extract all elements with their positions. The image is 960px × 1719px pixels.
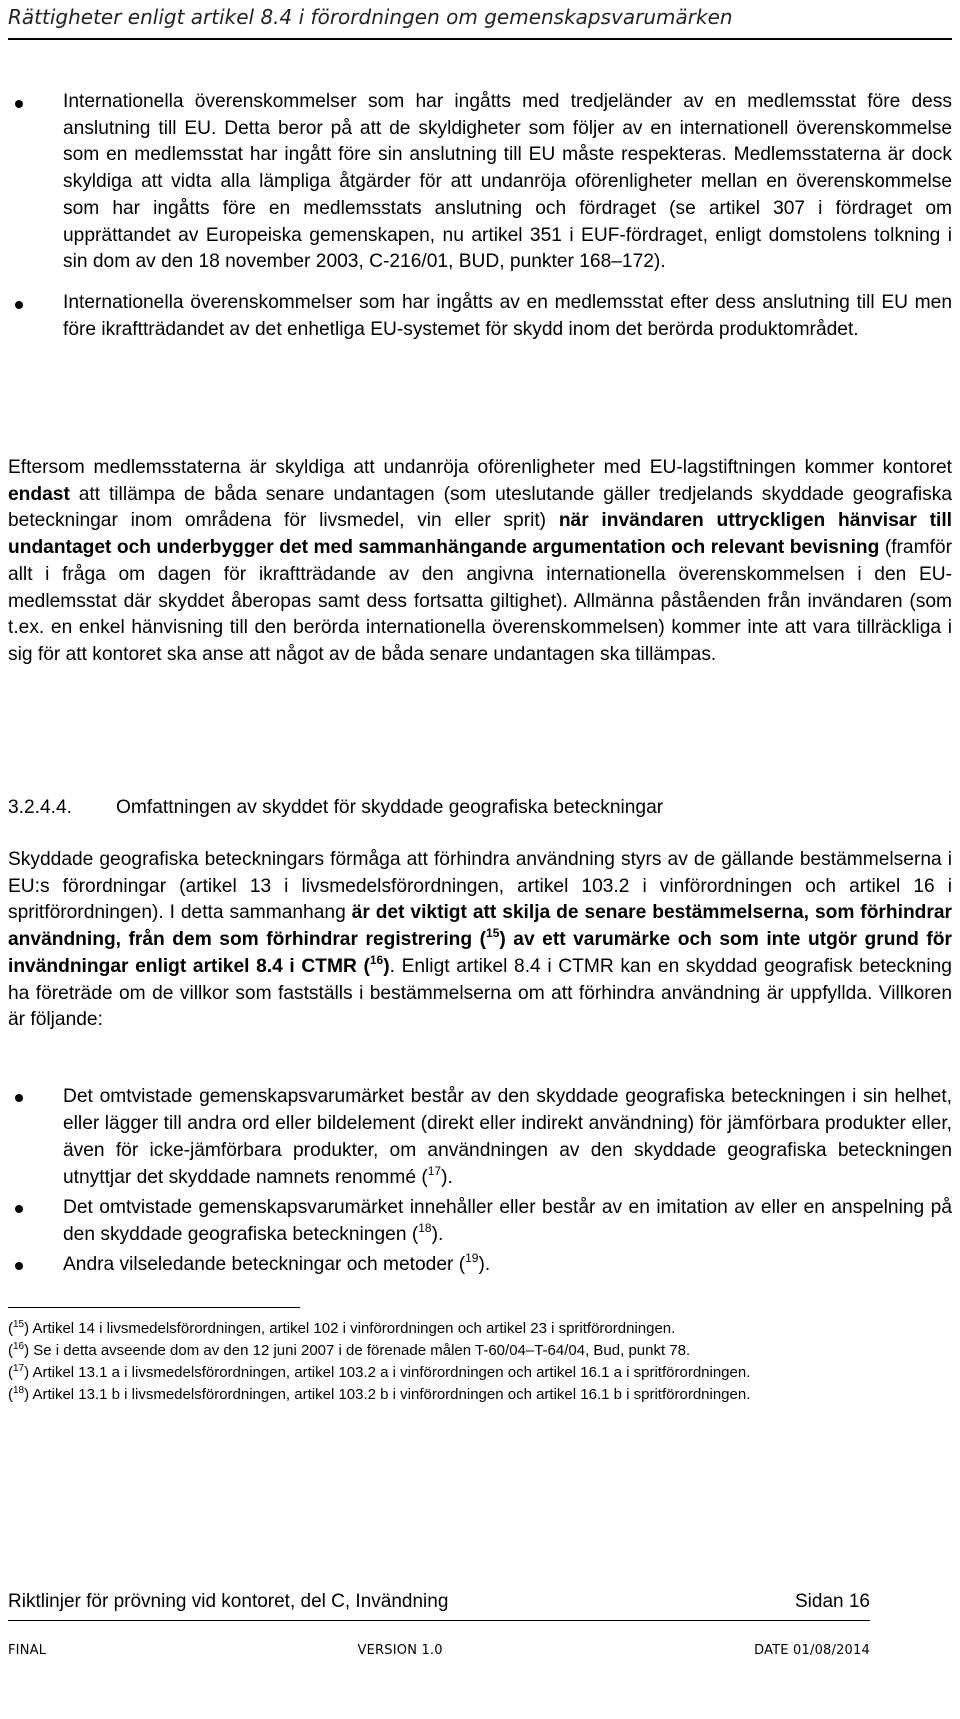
footnote-ref[interactable]: 16 bbox=[369, 952, 384, 967]
bullet-icon bbox=[15, 1205, 23, 1213]
footer-document-title: Riktlinjer för prövning vid kontoret, del C, Invändning bbox=[8, 1591, 449, 1612]
footnotes bbox=[8, 1318, 870, 1406]
date-label: DATE 01/08/2014 bbox=[754, 1643, 870, 1658]
footnote-ref[interactable]: 17 bbox=[427, 1164, 442, 1178]
status-label: FINAL bbox=[8, 1643, 47, 1658]
footer-divider bbox=[8, 1620, 870, 1621]
section-title: Omfattningen av skyddet för skyddade geografiska beteckningar bbox=[116, 797, 664, 818]
bullet-icon bbox=[15, 301, 23, 309]
exception-list bbox=[0, 89, 960, 343]
footnote-ref[interactable]: 15 bbox=[486, 926, 500, 941]
footer-meta bbox=[8, 1641, 870, 1661]
version-label: VERSION 1.0 bbox=[357, 1643, 443, 1658]
bullet-icon bbox=[15, 1094, 23, 1102]
footnote: ($^{18}$) Artikel 13.1 b i livsmedelsförordningen, artikel 103.2 b i vinförordningen och artikel 16.1 b i spritförordningen. bbox=[8, 1385, 751, 1403]
footnote: ($^{15}$) Artikel 14 i livsmedelsförordningen, artikel 102 i vinförordningen och artikel 23 i spritförordningen. bbox=[8, 1319, 676, 1337]
list-item: Internationella överenskommelser som har ingåtts med tredjeländer av en medlemsstat före dess anslutning till EU. Detta beror på att de skyldigheter som följer av en internationell överenskommelse som en medlemsstat har ingått före sin anslutning till EU måste respekteras. Medlemsstaterna är dock skyldiga att vidta alla lämpliga åtgärder för att undanröja oförenligheter mellan en överenskommelse som har ingåtts före en medlemsstats anslutning och fördraget (se artikel 307 i fördraget om upprättandet av Europeiska gemenskapen, nu artikel 351 i EUF-fördraget, enligt domstolens tolkning i sin dom av den 18 november 2003, C-216/01, BUD, punkter 168–172). bbox=[0, 89, 960, 276]
list-item: Det omtvistade gemenskapsvarumärket består av den skyddade geografiska beteckningen i sin helhet, eller lägger till andra ord eller bildelement (direkt eller indirekt användning) för jämförbara produkter eller, även för icke-jämförbara produkter, om användningen av den skyddade geografiska beteckningen utnyttjar det skyddade namnets renommé ($^{17}$). bbox=[0, 1083, 960, 1191]
header-title: Rättigheter enligt artikel 8.4 i förordningen om gemenskapsvarumärken bbox=[8, 5, 733, 29]
page-number: Sidan 16 bbox=[794, 1591, 870, 1612]
section-number: 3.2.4.4. bbox=[8, 797, 73, 818]
conditions-list bbox=[0, 1083, 960, 1278]
bullet-icon bbox=[15, 1262, 23, 1270]
section-heading bbox=[8, 795, 663, 821]
list-item: Det omtvistade gemenskapsvarumärket innehåller eller består av en imitation av eller en anspelning på den skyddade geografiska beteckningen ($^{18}$). bbox=[0, 1194, 960, 1248]
footnote-ref[interactable]: 18 bbox=[418, 1221, 432, 1235]
paragraph-office-application: Eftersom medlemsstaterna är skyldiga att undanröja oförenligheter med EU-lagstiftningen kommer kontoret endast att tillämpa de båda senare undantagen (som uteslutande gäller tredjelands skyddade geografiska beteckningar inom områdena för livsmedel, vin eller sprit) när invändaren uttryckligen hänvisar till undantaget och underbygger det med sammanhängande argumentation och relevant bevisning (framför allt i fråga om dagen för ikraftträdande av den angivna internationella överenskommelsen i den EU-medlemsstat där skyddet åberopas samt dess fortsatta giltighet). Allmänna påståenden från invändaren (som t.ex. en enkel hänvisning till den berörda internationella överenskommelsen) kommer inte att vara tillräckliga i sig för att kontoret ska anse att något av de båda senare undantagen ska tillämpas. bbox=[8, 457, 953, 665]
page-footer bbox=[8, 1589, 870, 1615]
footnote-ref[interactable]: 19 bbox=[465, 1251, 479, 1265]
footnote: ($^{16}$) Se i detta avseende dom av den 12 juni 2007 i de förenade målen T-60/04–T-64/04, Bud, punkt 78. bbox=[8, 1341, 691, 1359]
paragraph-scope: Skyddade geografiska beteckningars förmåga att förhindra användning styrs av de gällande bestämmelserna i EU:s förordningar (artikel 13 i livsmedelsförordningen, artikel 103.2 i vinförordningen och artikel 16 i spritförordningen). I detta sammanhang är det viktigt att skilja de senare bestämmelserna, som förhindrar användning, från dem som förhindrar registrering ($^{15}$) av ett varumärke och som inte utgör grund för invändningar enligt artikel 8.4 i CTMR ($^{16}$). Enligt artikel 8.4 i CTMR kan en skyddad geografisk beteckning ha företräde om de villkor som fastställs i bestämmelserna om att förhindra användning är uppfyllda. Villkoren är följande: bbox=[8, 849, 952, 1031]
footnote-divider bbox=[8, 1307, 300, 1308]
list-item: Internationella överenskommelser som har ingåtts av en medlemsstat efter dess anslutning till EU men före ikraftträdandet av det enhetliga EU-systemet för skydd inom det berörda produktområdet. bbox=[0, 290, 960, 343]
bullet-icon bbox=[15, 100, 23, 108]
list-item: Andra vilseledande beteckningar och metoder ($^{19}$). bbox=[0, 1251, 960, 1278]
footnote: ($^{17}$) Artikel 13.1 a i livsmedelsförordningen, artikel 103.2 a i vinförordningen och artikel 16.1 a i spritförordningen. bbox=[8, 1363, 751, 1381]
page-header bbox=[8, 0, 952, 40]
